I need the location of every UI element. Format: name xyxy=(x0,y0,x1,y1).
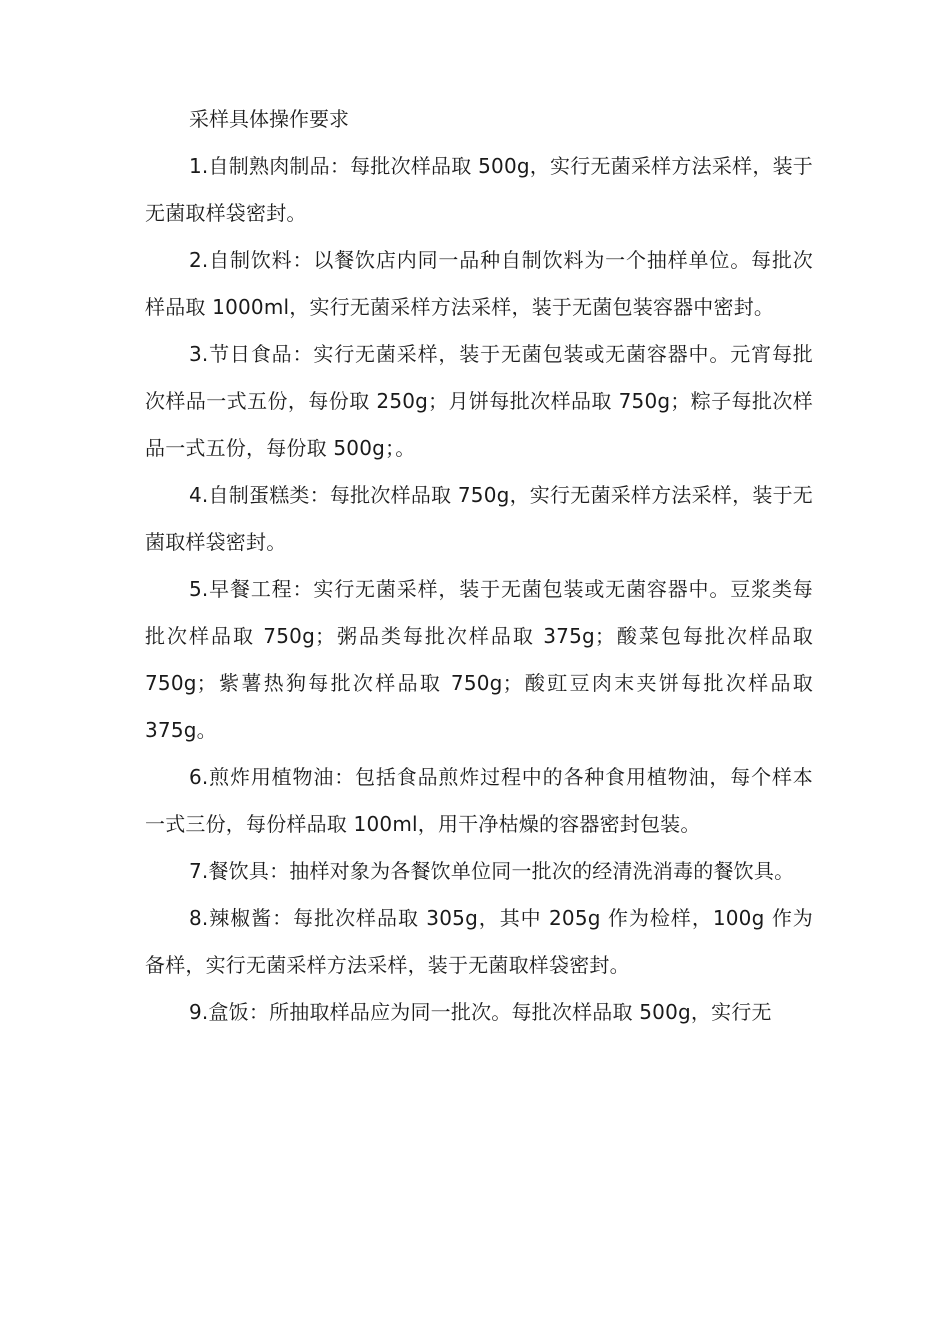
paragraph-tableware: 7.餐饮具：抽样对象为各餐饮单位同一批次的经清洗消毒的餐饮具。 xyxy=(189,859,795,883)
document-body xyxy=(145,96,813,1036)
paragraph-festival-food: 3.节日食品：实行无菌采样，装于无菌包装或无菌容器中。元宵每批次样品一式五份，每份取 250g；月饼每批次样品取 750g；粽子每批次样品一式五份，每份取 500g；。 xyxy=(145,342,813,460)
paragraph-boxed-meal: 9.盒饭：所抽取样品应为同一批次。每批次样品取 500g，实行无 xyxy=(189,1000,772,1024)
paragraph-chili-sauce: 8.辣椒酱：每批次样品取 305g，其中 205g 作为检样，100g 作为备样，实行无菌采样方法采样，装于无菌取样袋密封。 xyxy=(145,906,813,977)
paragraph-cakes: 4.自制蛋糕类：每批次样品取 750g，实行无菌采样方法采样，装于无菌取样袋密封。 xyxy=(145,483,813,554)
paragraph-cooked-meat: 1.自制熟肉制品：每批次样品取 500g，实行无菌采样方法采样，装于无菌取样袋密封。 xyxy=(145,154,813,225)
section-heading: 采样具体操作要求 xyxy=(189,107,349,131)
paragraph-breakfast: 5.早餐工程：实行无菌采样，装于无菌包装或无菌容器中。豆浆类每批次样品取 750g；粥品类每批次样品取 375g；酸菜包每批次样品取 750g；紫薯热狗每批次样品取 750g；酸豇豆肉末夹饼每批次样品取 375g。 xyxy=(145,577,813,742)
paragraph-beverages: 2.自制饮料：以餐饮店内同一品种自制饮料为一个抽样单位。每批次样品取 1000ml，实行无菌采样方法采样，装于无菌包装容器中密封。 xyxy=(145,248,813,319)
paragraph-frying-oil: 6.煎炸用植物油：包括食品煎炸过程中的各种食用植物油，每个样本一式三份，每份样品取 100ml，用干净枯燥的容器密封包装。 xyxy=(145,765,813,836)
